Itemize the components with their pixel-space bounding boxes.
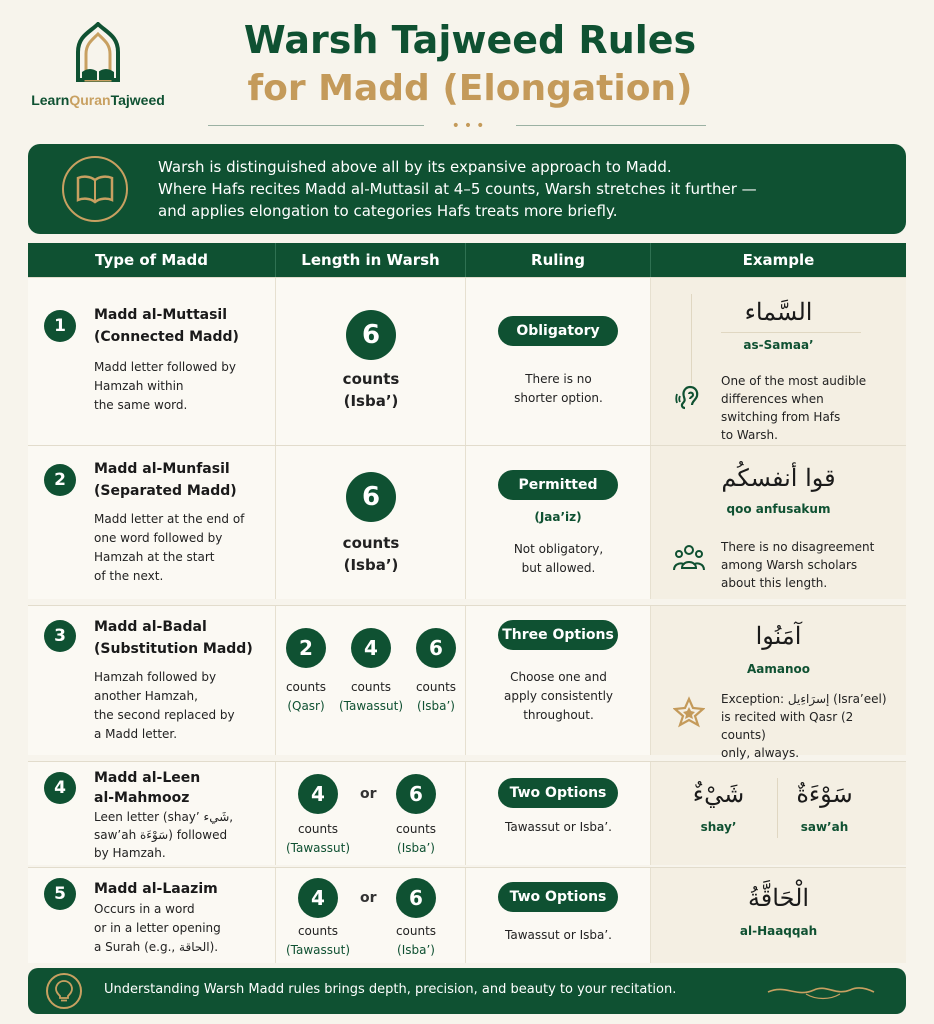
row-number: 2 [44, 464, 76, 496]
example-transliteration: qoo anfusakum [726, 502, 831, 516]
count-circle: 2 [286, 628, 326, 668]
ruling-subtitle: (Jaa’iz) [534, 510, 582, 524]
ruling-note: Tawassut or Isba’. [505, 820, 612, 834]
example-transliteration: al-Haaqqah [739, 924, 818, 938]
intro-text: Warsh is distinguished above all by its expansive approach to Madd. Where Hafs recites Madd al-Muttasil at 4–5 counts, Warsh stretches it further — and applies elongation to categories Hafs treats more briefly. [158, 158, 757, 220]
count-circle: 6 [346, 310, 396, 360]
madd-description: Madd letter at the end of one word followed by Hamzah at the start of the next. [94, 512, 245, 583]
count-label: counts (Isba’) [415, 680, 457, 713]
madd-description: Madd letter followed by Hamzah within the same word. [94, 360, 236, 412]
example-note: One of the most audible differences when switching from Hafs to Warsh. [721, 374, 867, 442]
page-subtitle: for Madd (Elongation) [247, 68, 693, 109]
table-row [28, 867, 906, 963]
madd-name: Madd al-Badal (Substitution Madd) [94, 619, 253, 657]
table-row [28, 445, 906, 599]
row-number: 5 [44, 878, 76, 910]
footer-text: Understanding Warsh Madd rules brings depth, precision, and beauty to your recitation. [104, 982, 677, 997]
madd-description: Occurs in a word or in a letter opening a Surah (e.g., الحاقة). [94, 902, 221, 954]
example-arabic: الْحَاقَّةُ [747, 884, 810, 912]
count-label: counts (Tawassut) [338, 680, 404, 713]
madd-name: Madd al-Leen al-Mahmooz [94, 770, 201, 806]
header-type: Type of Madd [28, 243, 276, 277]
count-circle: 6 [346, 472, 396, 522]
open-book-icon [76, 174, 114, 204]
count-label: counts (Isba’) [395, 924, 437, 957]
count-label: counts (Qasr) [285, 680, 327, 713]
header-example: Example [742, 251, 815, 269]
people-icon [671, 540, 707, 576]
example-arabic: آمَنُوا [755, 622, 802, 650]
madd-description: Leen letter (shay’ شَيء, saw’ah سَوْءَة) followed by Hamzah. [94, 810, 234, 860]
madd-name: Madd al-Muttasil (Connected Madd) [94, 307, 239, 345]
ruling-note: Not obligatory, but allowed. [513, 542, 604, 575]
ruling-note: Choose one and apply consistently throughout. [503, 670, 614, 722]
table-row [28, 761, 906, 865]
table-row [28, 277, 906, 445]
count-circle: 6 [396, 878, 436, 918]
ruling-badge: Three Options [498, 620, 618, 650]
count-circle: 6 [416, 628, 456, 668]
header-length: Length in Warsh [276, 243, 466, 277]
count-label: counts (Isba’) [342, 534, 400, 574]
count-label: counts (Isba’) [342, 370, 400, 410]
count-label: counts (Tawassut) [285, 924, 351, 957]
example-transliteration: as-Samaa’ [743, 338, 814, 352]
brand-logo [18, 22, 178, 108]
ruling-badge: Obligatory [498, 316, 618, 346]
brand-name: LearnQuranTajweed [31, 92, 165, 108]
title-dots: ••• [451, 118, 489, 134]
row-number: 3 [44, 620, 76, 652]
header-ruling: Ruling [466, 243, 651, 277]
calligraphy-flourish-icon [766, 980, 876, 1002]
example-underline [721, 332, 861, 333]
count-circle: 4 [298, 878, 338, 918]
madd-description: Hamzah followed by another Hamzah, the second replaced by a Madd letter. [94, 670, 235, 741]
or-separator: or [360, 890, 377, 906]
example-note: There is no disagreement among Warsh scholars about this length. [721, 540, 875, 590]
lightbulb-icon [46, 973, 82, 1009]
count-circle: 4 [298, 774, 338, 814]
row-number: 1 [44, 310, 76, 342]
count-circle: 4 [351, 628, 391, 668]
example-arabic: قوا أنفسكُم [721, 464, 836, 492]
or-separator: or [360, 786, 377, 802]
count-label: counts (Tawassut) [285, 822, 351, 855]
ear-icon [671, 380, 707, 416]
madd-table [28, 243, 906, 957]
mosque-book-icon [70, 22, 126, 86]
intro-icon-circle [62, 156, 128, 222]
example-transliteration: shay’ [700, 820, 737, 834]
count-circle: 6 [396, 774, 436, 814]
example-arabic: سَوْءَةٌ [796, 780, 853, 808]
example-transliteration: Aamanoo [746, 662, 811, 676]
footer-banner [28, 968, 906, 1014]
example-transliteration: saw’ah [800, 820, 849, 834]
count-label: counts (Isba’) [395, 822, 437, 855]
madd-name: Madd al-Munfasil (Separated Madd) [94, 461, 237, 499]
example-arabic: السَّماء [744, 298, 813, 326]
ruling-badge: Two Options [498, 882, 618, 912]
ruling-badge: Permitted [498, 470, 618, 500]
example-arabic: شَيْءٌ [692, 780, 745, 808]
star-icon [671, 694, 707, 730]
ruling-note: Tawassut or Isba’. [505, 928, 612, 942]
ruling-badge: Two Options [498, 778, 618, 808]
intro-banner [28, 144, 906, 234]
title-rule-left [208, 125, 424, 126]
page-title: Warsh Tajweed Rules [243, 18, 697, 62]
row-number: 4 [44, 772, 76, 804]
example-note: Exception: إسرَاءِيل (Isra’eel) is recited with Qasr (2 counts) only, always. [721, 692, 887, 760]
title-rule-right [516, 125, 706, 126]
table-row [28, 605, 906, 760]
ruling-note: There is no shorter option. [514, 372, 603, 405]
table-header [28, 243, 906, 277]
madd-name: Madd al-Laazim [94, 881, 218, 897]
